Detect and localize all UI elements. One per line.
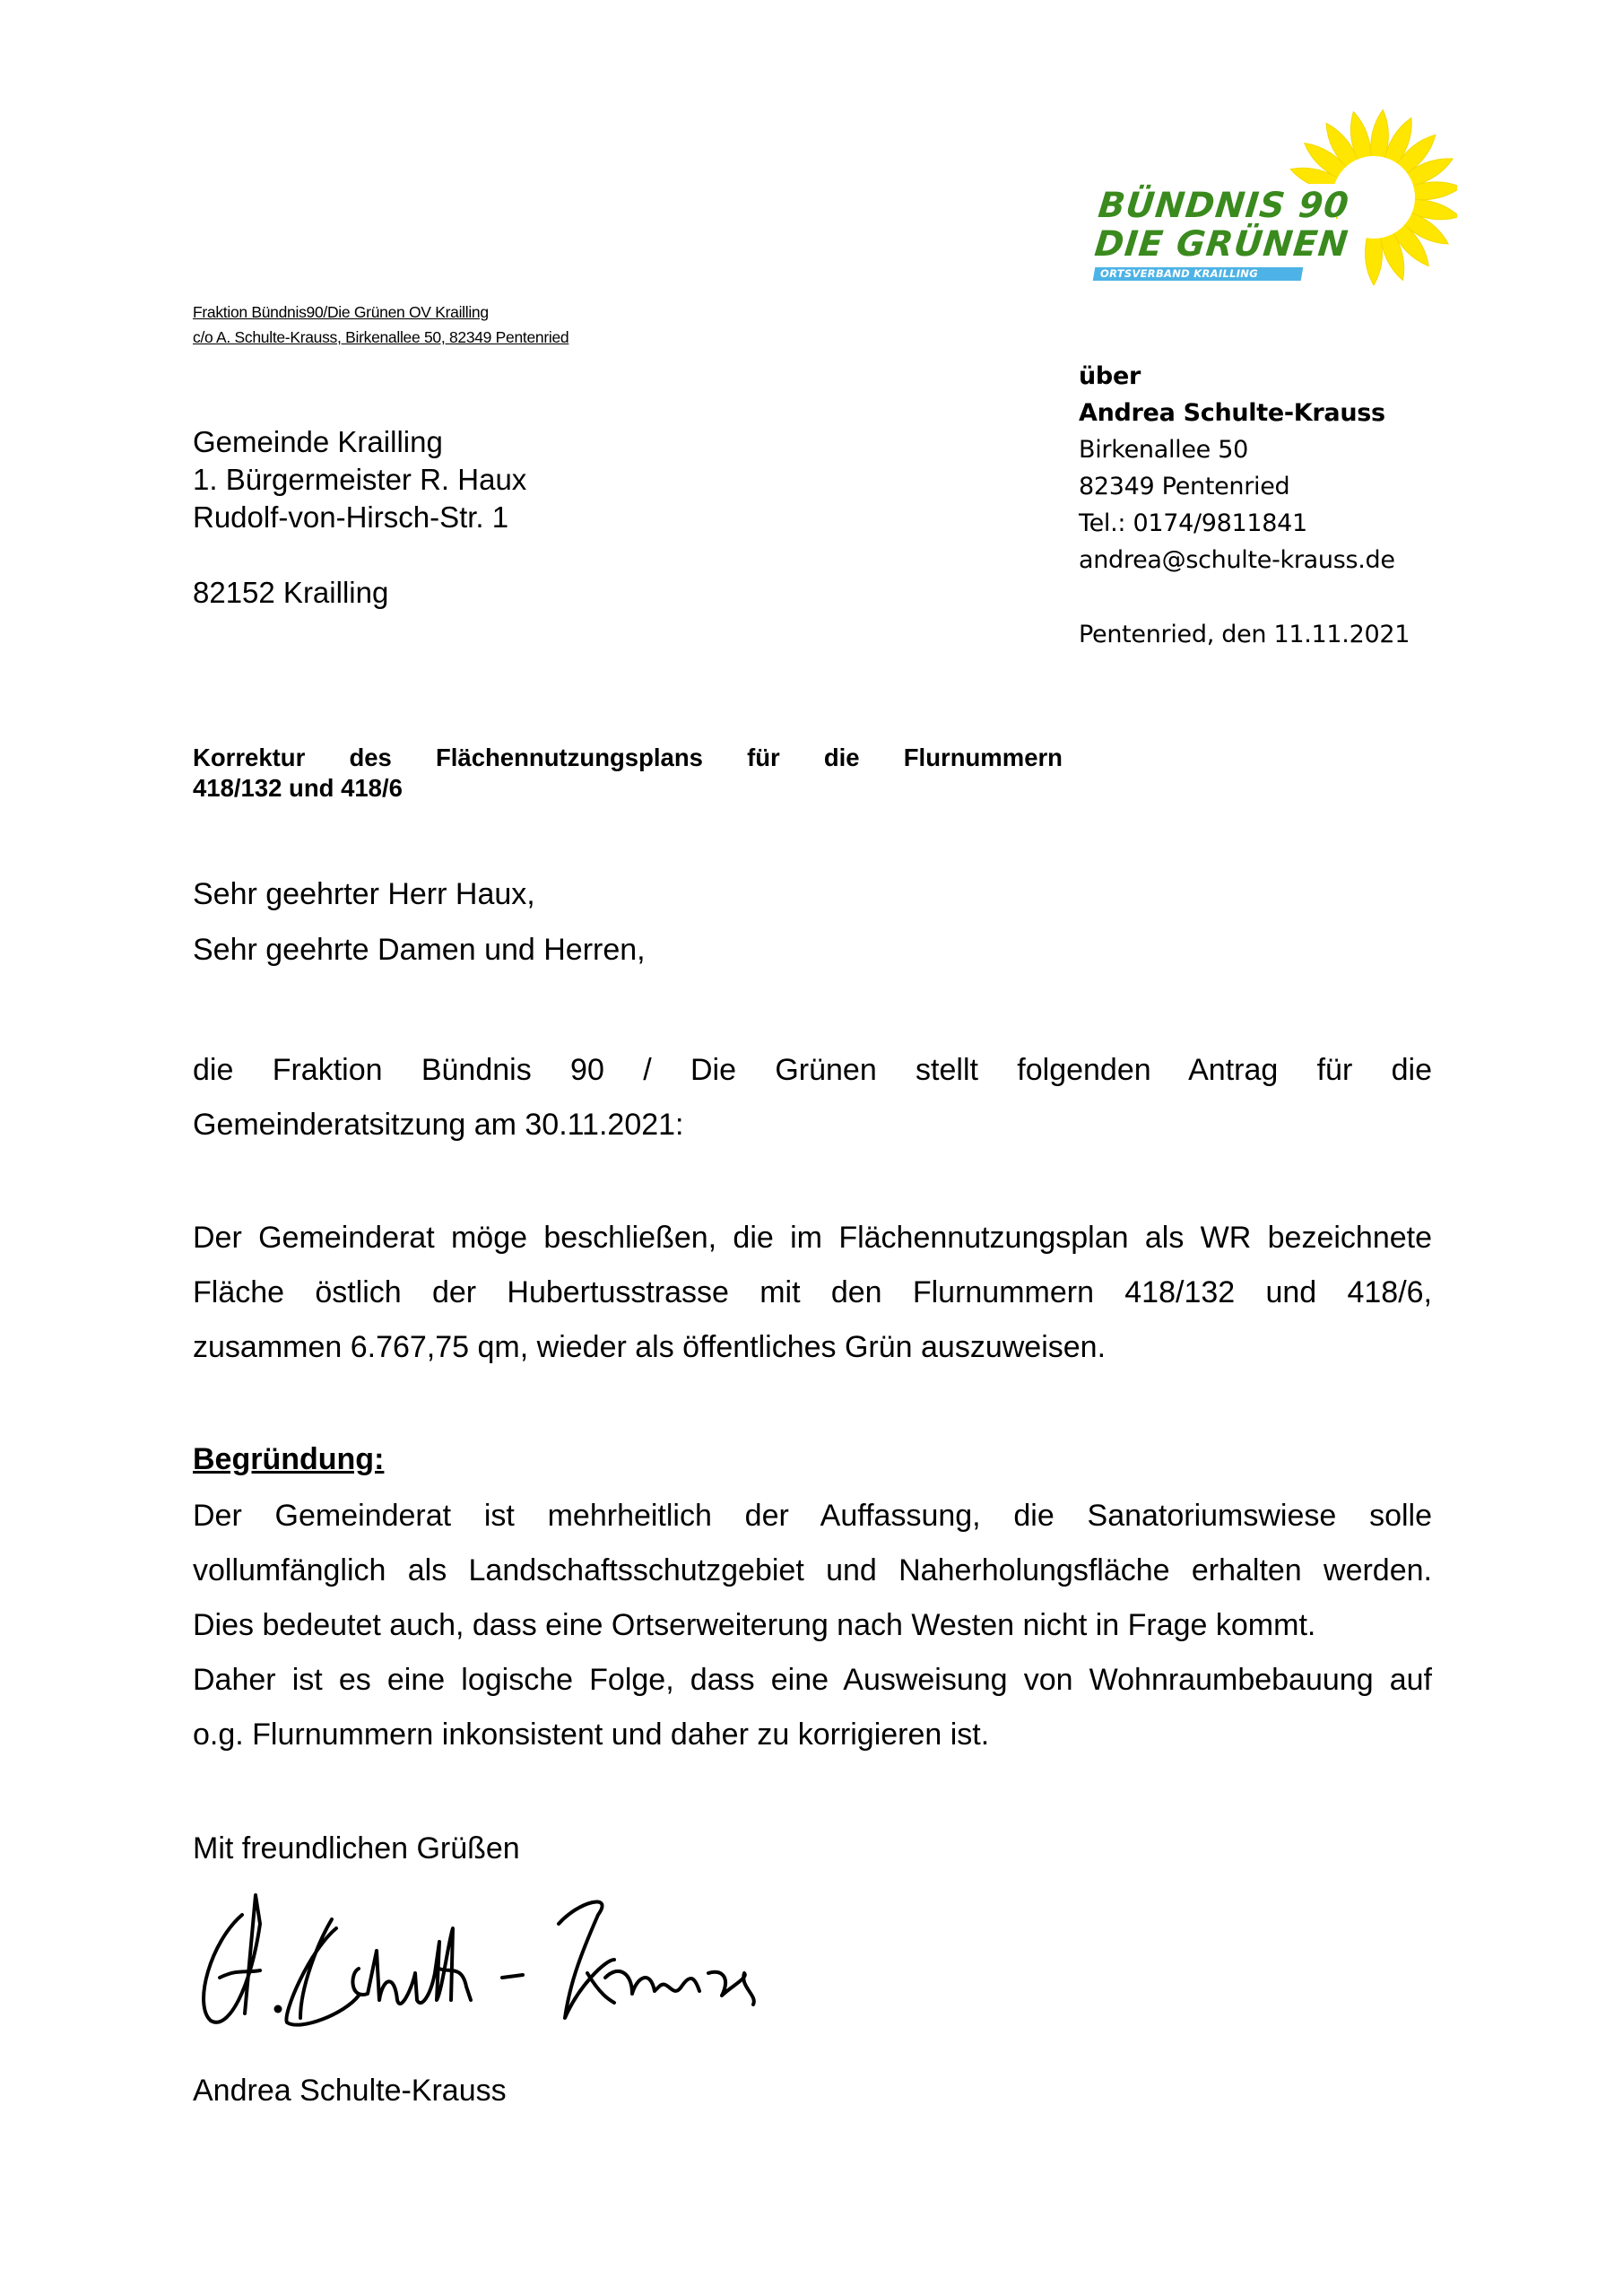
reasoning-heading: Begründung: [193,1442,385,1476]
reasoning-line-3: Dies bedeutet auch, dass eine Ortserweiterung nach Westen nicht in Frage kommt. [193,1608,1316,1642]
logo-subtitle: ORTSVERBAND KRAILLING [1100,267,1258,280]
logo-line-1: BÜNDNIS 90 [1096,186,1351,226]
contact-city: 82349 Pentenried [1079,473,1290,500]
reasoning-line-5: o.g. Flurnummern inkonsistent und daher zu korrigieren ist. [193,1718,990,1752]
contact-phone: Tel.: 0174/9811841 [1079,509,1307,537]
contact-email[interactable]: andrea@schulte-krauss.de [1079,546,1395,574]
sender-line-1: Fraktion Bündnis90/Die Grünen OV Krailling [193,303,489,321]
intro-line-1: die Fraktion Bündnis 90 / Die Grünen stellt folgenden Antrag für die [193,1053,1432,1087]
reasoning-line-4: Daher ist es eine logische Folge, dass eine Ausweisung von Wohnraumbebauung auf [193,1663,1432,1697]
recipient-name: Gemeinde Krailling [193,425,443,458]
salutation-line-2: Sehr geehrte Damen und Herren, [193,933,646,967]
recipient-city: 82152 Krailling [193,576,389,609]
sender-line-2: c/o A. Schulte-Krauss, Birkenallee 50, 82349 Pentenried [193,328,569,346]
motion-line-1: Der Gemeinderat möge beschließen, die im Flächennutzungsplan als WR bezeichnete [193,1221,1432,1255]
logo-line-2: DIE GRÜNEN [1092,224,1351,265]
recipient-street: Rudolf-von-Hirsch-Str. 1 [193,500,509,534]
signatory-name: Andrea Schulte-Krauss [193,2074,507,2108]
reasoning-line-2: vollumfänglich als Landschaftsschutzgebiet und Naherholungsfläche erhalten werden. [193,1553,1432,1587]
place-date: Pentenried, den 11.11.2021 [1079,621,1410,648]
contact-name: Andrea Schulte-Krauss [1079,399,1385,427]
salutation-line-1: Sehr geehrter Herr Haux, [193,877,535,911]
motion-line-3: zusammen 6.767,75 qm, wieder als öffentliches Grün auszuweisen. [193,1330,1107,1364]
motion-line-2: Fläche östlich der Hubertusstrasse mit den Flurnummern 418/132 und 418/6, [193,1275,1432,1309]
contact-street: Birkenallee 50 [1079,436,1249,464]
contact-via: über [1079,362,1141,390]
subject-line-2: 418/132 und 418/6 [193,774,403,802]
handwritten-signature [193,1888,874,2031]
closing-greeting: Mit freundlichen Grüßen [193,1831,520,1866]
reasoning-line-1: Der Gemeinderat ist mehrheitlich der Auffassung, die Sanatoriumswiese solle [193,1499,1432,1533]
sunflower-petal [1366,231,1383,285]
party-logo [1089,99,1457,291]
intro-line-2: Gemeinderatsitzung am 30.11.2021: [193,1108,684,1142]
subject-line-1: Korrektur des Flächennutzungsplans für die Flurnummern [193,744,1063,771]
recipient-person: 1. Bürgermeister R. Haux [193,463,527,496]
